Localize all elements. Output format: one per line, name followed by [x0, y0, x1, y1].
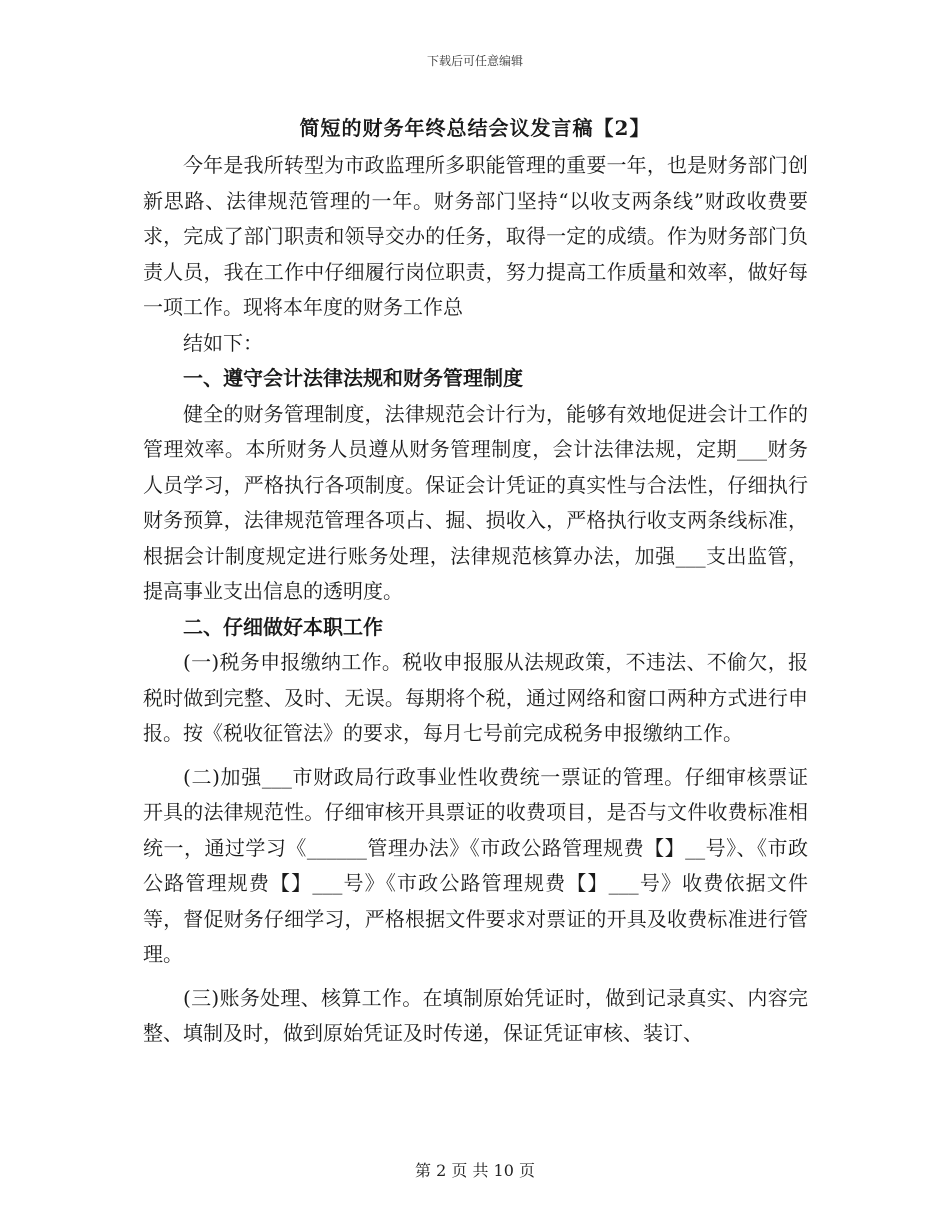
paragraph-intro: 今年是我所转型为市政监理所多职能管理的重要一年，也是财务部门创新思路、法律规范管理的一年。财务部门坚持“以收支两条线”财政收费要求，完成了部门职责和领导交办的任务，取得一定的成绩。作为财务部门负责人员，我在工作中仔细履行岗位职责，努力提高工作质量和效率，做好每一项工作。现将本年度的财务工作总 [143, 153, 808, 319]
document-body [143, 148, 808, 1052]
paragraph-section-1: 健全的财务管理制度，法律规范会计行为，能够有效地促进会计工作的管理效率。本所财务人员遵从财务管理制度，会计法律法规，定期___财务人员学习，严格执行各项制度。保证会计凭证的真实性与合法性，仔细执行财务预算，法律规范管理各项占、掘、损收入，严格执行收支两条线标准，根据会计制度规定进行账务处理，法律规范核算办法，加强___支出监管，提高事业支出信息的透明度。 [143, 401, 808, 603]
paragraph-item-3: (三)账务处理、核算工作。在填制原始凭证时，做到记录真实、内容完整、填制及时，做到原始凭证及时传递，保证凭证审核、装订、 [143, 985, 808, 1045]
section-heading-1: 一、遵守会计法律法规和财务管理制度 [183, 366, 523, 390]
header-note: 下载后可任意编辑 [426, 54, 523, 68]
paragraph-intro-end: 结如下： [183, 330, 263, 355]
paragraph-item-2: (二)加强___市财政局行政事业性收费统一票证的管理。仔细审核票证开具的法律规范性。仔细审核开具票证的收费项目，是否与文件收费标准相统一，通过学习《______管理办法》《市政公路管理规费【】__号》、《市政公路管理规费【】___号》《市政公路管理规费【】___号》收费依据文件等，督促财务仔细学习，严格根据文件要求对票证的开具及收费标准进行管理。 [143, 764, 808, 966]
page-indicator: 第 2 页 共 10 页 [415, 1161, 535, 1180]
section-heading-2: 二、仔细做好本职工作 [183, 614, 383, 639]
paragraph-item-1: (一)税务申报缴纳工作。税收申报服从法规政策，不违法、不偷欠，报税时做到完整、及时、无误。每期将个税，通过网络和窗口两种方式进行申报。按《税收征管法》的要求，每月七号前完成税务申报缴纳工作。 [143, 650, 808, 745]
document-title: 简短的财务年终总结会议发言稿【2】 [299, 116, 651, 140]
